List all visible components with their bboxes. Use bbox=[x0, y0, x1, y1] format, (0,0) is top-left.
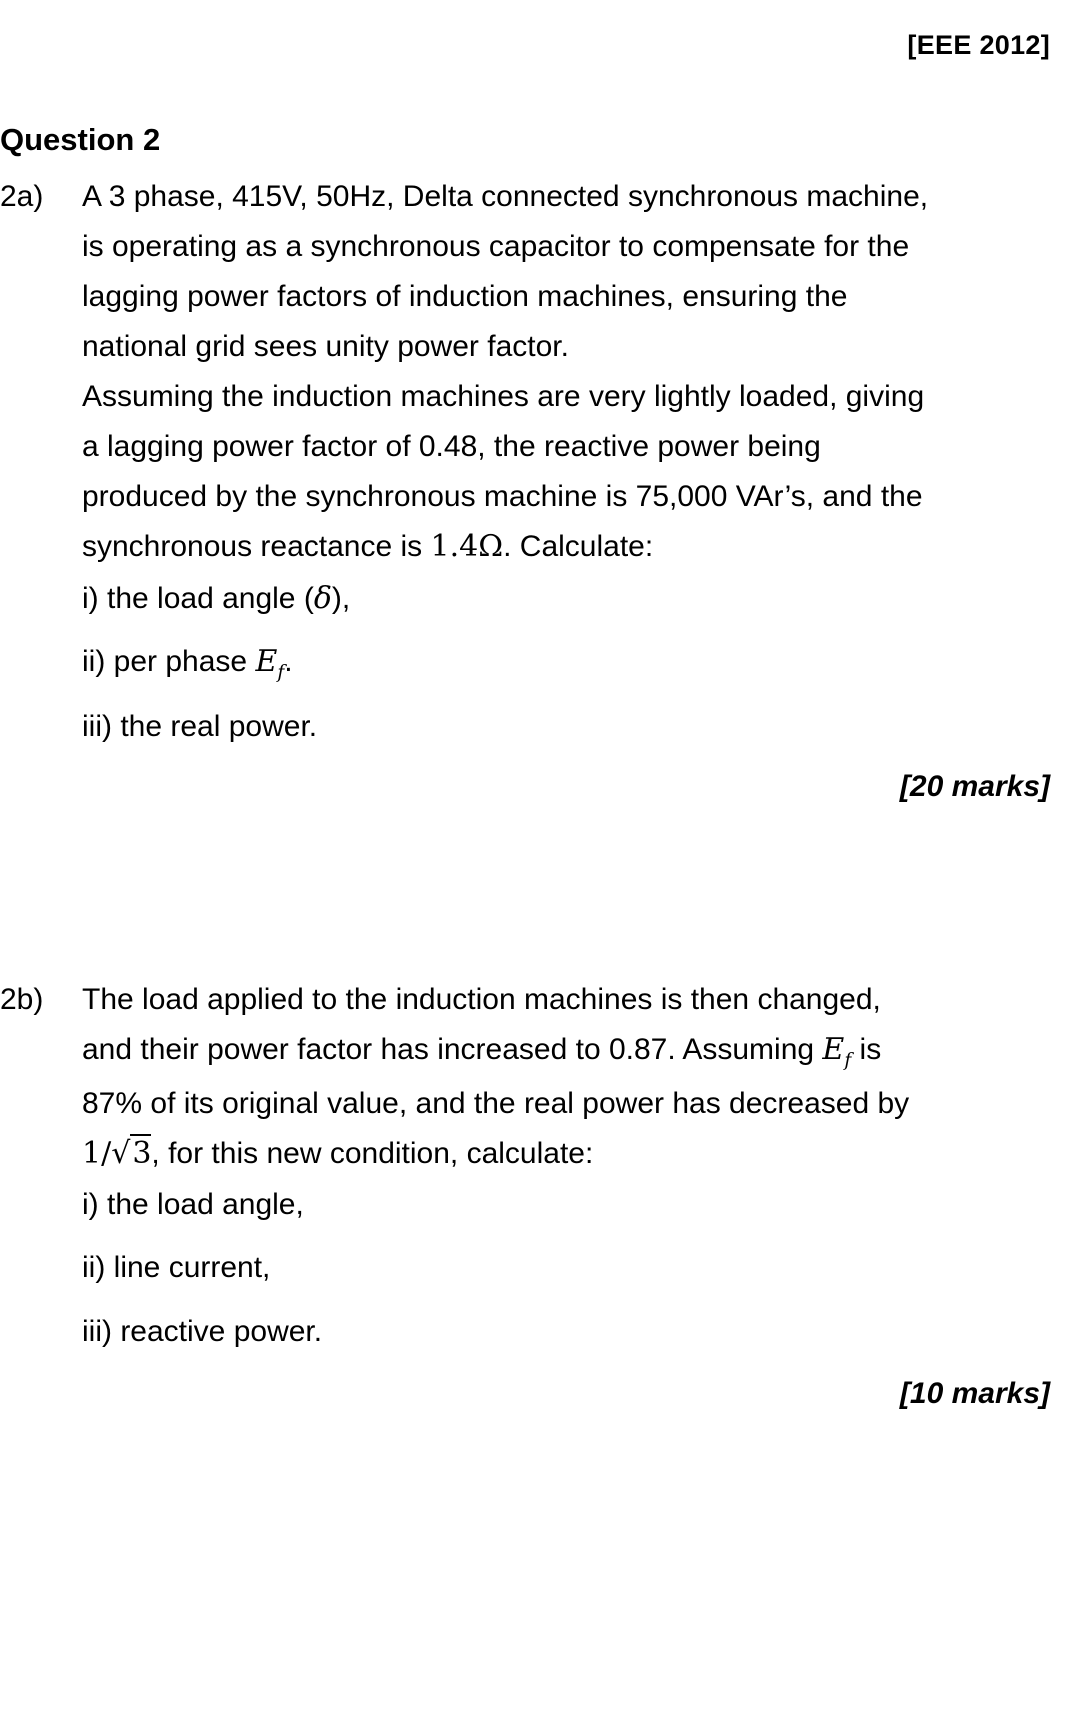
part-b-line bbox=[82, 1025, 1062, 1079]
sqrt-symbol: √ bbox=[111, 1136, 131, 1171]
part-a-label: 2a) bbox=[0, 180, 44, 213]
reactance-math: 1.4Ω bbox=[430, 529, 504, 564]
part-a-para2-line bbox=[82, 522, 1062, 572]
part-a-para2-line: a lagging power factor of 0.48, the reactive power being bbox=[82, 430, 821, 463]
sqrt-radicand: 3 bbox=[132, 1136, 152, 1171]
part-b-line bbox=[82, 1129, 1062, 1179]
exam-code: [EEE 2012] bbox=[907, 30, 1050, 60]
question-title: Question 2 bbox=[0, 122, 161, 157]
part-a-item-1 bbox=[82, 579, 350, 619]
part-b-line: The load applied to the induction machines is then changed, bbox=[82, 983, 881, 1016]
ef-subscript: f bbox=[844, 1049, 852, 1071]
text-span: . bbox=[284, 645, 293, 678]
part-a-paragraph-1 bbox=[82, 172, 1062, 372]
part-a-para1-line: lagging power factors of induction machines, ensuring the bbox=[82, 280, 848, 313]
text-span: . Calculate: bbox=[503, 530, 654, 563]
part-b-item-2: ii) line current, bbox=[82, 1251, 271, 1284]
part-b-line: 87% of its original value, and the real power has decreased by bbox=[82, 1087, 910, 1120]
part-a-para2-line: Assuming the induction machines are very lightly loaded, giving bbox=[82, 380, 925, 413]
text-span: i) the load angle ( bbox=[82, 582, 314, 615]
part-a-para1-line: A 3 phase, 415V, 50Hz, Delta connected synchronous machine, bbox=[82, 180, 929, 213]
text-span: ), bbox=[331, 582, 351, 615]
ef-subscript: f bbox=[277, 661, 285, 683]
part-b-item-1: i) the load angle, bbox=[82, 1188, 304, 1221]
fraction-math: 1/ bbox=[82, 1136, 112, 1171]
text-span: is bbox=[851, 1033, 882, 1066]
text-span: and their power factor has increased to 0.87. Assuming bbox=[82, 1033, 823, 1066]
ef-symbol: E bbox=[255, 644, 278, 679]
text-span: , for this new condition, calculate: bbox=[151, 1137, 594, 1170]
text-span: synchronous reactance is bbox=[82, 530, 431, 563]
part-b-paragraph bbox=[82, 975, 1062, 1179]
part-a-item-3: iii) the real power. bbox=[82, 710, 318, 743]
ef-symbol: E bbox=[822, 1032, 845, 1067]
part-a-marks: [20 marks] bbox=[899, 770, 1050, 803]
part-b-marks: [10 marks] bbox=[899, 1377, 1050, 1410]
part-b-label: 2b) bbox=[0, 983, 44, 1016]
part-a-para1-line: is operating as a synchronous capacitor to compensate for the bbox=[82, 230, 910, 263]
part-a-para1-line: national grid sees unity power factor. bbox=[82, 330, 569, 363]
text-span: ii) per phase bbox=[82, 645, 256, 678]
part-a-paragraph-2 bbox=[82, 372, 1062, 572]
part-b-item-3: iii) reactive power. bbox=[82, 1315, 323, 1348]
delta-symbol: δ bbox=[313, 581, 332, 616]
part-a-item-2 bbox=[82, 642, 293, 686]
part-a-para2-line: produced by the synchronous machine is 75,000 VAr’s, and the bbox=[82, 480, 923, 513]
